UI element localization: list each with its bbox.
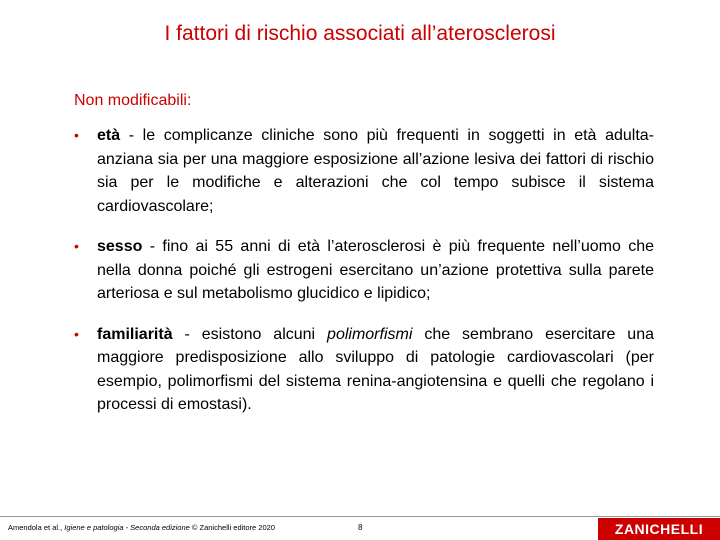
footer-credit-publisher: © Zanichelli editore 2020 <box>189 523 275 532</box>
bullet-term: familiarità <box>97 325 173 343</box>
footer-credit <box>8 523 275 532</box>
footer-credit-authors: Amendola et al., <box>8 523 65 532</box>
bullet-list <box>74 124 654 434</box>
slide-title: I fattori di rischio associati all’aterosclerosi <box>164 22 556 45</box>
bullet-text: - fino ai 55 anni di età l’aterosclerosi è più frequente nell’uomo che nella donna poiché gli estrogeni esercitano un’azione protettiva sulla parete arteriosa e sul metabolismo glucidico e lipidico; <box>97 238 654 302</box>
bullet-text-before: - esistono alcuni <box>172 325 328 343</box>
bullet-text: - le complicanze cliniche sono più frequenti in soggetti in età adulta-anziana sia per una maggiore esposizione all’azione lesiva dei fattori di rischio sia per le modifiche e alterazioni che col tempo subisce il sistema cardiovascolare; <box>97 127 654 215</box>
bullet-item-familiarita <box>74 323 654 417</box>
footer-credit-book: Igiene e patologia - Seconda edizione <box>64 523 190 532</box>
bullet-term: età <box>97 127 121 144</box>
bullet-item-eta <box>74 124 654 218</box>
bullet-marker: • <box>74 325 79 342</box>
bullet-text-after: che sembrano esercitare una maggiore predisposizione allo sviluppo di patologie cardiovascolari (per esempio, polimorfismi del sistema renina-angiotensina e quelli che regolano i processi di emostasi). <box>97 325 654 413</box>
bullet-term: sesso <box>97 238 143 255</box>
page-number: 8 <box>358 523 363 532</box>
bullet-marker: • <box>74 238 79 254</box>
bullet-emphasis: polimorfismi <box>327 325 413 343</box>
footer-divider <box>0 516 720 517</box>
bullet-marker: • <box>74 127 79 143</box>
bullet-item-sesso <box>74 235 654 306</box>
section-label: Non modificabili: <box>74 92 192 109</box>
publisher-logo: ZANICHELLI <box>598 518 720 540</box>
